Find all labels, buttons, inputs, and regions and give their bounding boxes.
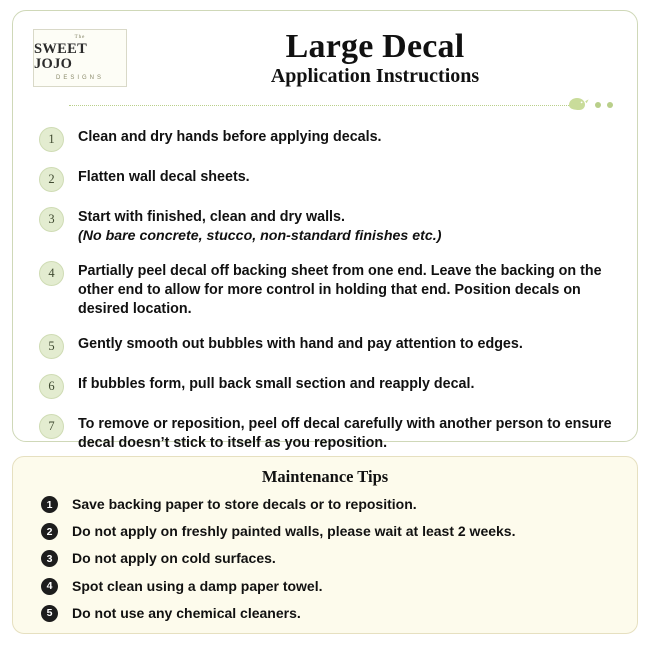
step-main-text: Start with finished, clean and dry walls. [78,208,345,225]
brand-logo [33,29,127,87]
maintenance-number: 1 [41,496,58,513]
bird-icon [567,96,589,112]
step-number: 4 [39,261,64,286]
step-main-text: To remove or reposition, peel off decal carefully with another person to ensure decal doesn’t stick to itself as you reposition. [78,415,612,451]
list-item [41,495,619,513]
maintenance-title: Maintenance Tips [261,467,389,486]
card-header [31,27,619,94]
divider-dot [607,102,613,108]
maintenance-list [31,495,619,622]
step-main-text: If bubbles form, pull back small section and reapply decal. [78,375,475,392]
maintenance-number: 3 [41,550,58,567]
step-main-text: Partially peel decal off backing sheet from one end. Leave the backing on the other end to allow for more control in holding that end. Position decals on desired location. [78,262,602,317]
page-title: Large Decal [285,28,465,65]
list-item [41,549,619,567]
step-main-text: Gently smooth out bubbles with hand and pay attention to edges. [78,335,523,352]
list-item [39,333,617,359]
header-divider [31,96,619,114]
divider-line [69,105,579,106]
maintenance-text: Spot clean using a damp paper towel. [72,577,323,594]
maintenance-text: Do not apply on freshly painted walls, please wait at least 2 weeks. [72,523,516,540]
maintenance-text: Save backing paper to store decals or to reposition. [72,496,417,512]
step-number: 3 [39,207,64,232]
list-item [39,206,617,246]
maintenance-card [12,456,638,634]
step-number: 1 [39,127,64,152]
maintenance-number: 2 [41,523,58,540]
list-item [39,166,617,192]
logo-subname: DESIGNS [55,75,104,82]
maintenance-text: Do not apply on cold surfaces. [72,550,276,567]
step-text [78,166,250,187]
step-number: 5 [39,334,64,359]
step-text [78,333,523,354]
logo-tagline: The [74,35,86,41]
list-item [39,126,617,152]
maintenance-number: 5 [41,605,58,622]
step-text [78,413,617,453]
step-number: 2 [39,167,64,192]
list-item [39,373,617,399]
step-text [78,373,474,394]
divider-dot [595,102,601,108]
step-main-text: Clean and dry hands before applying decals. [78,128,382,145]
list-item [39,260,617,319]
list-item [41,604,619,622]
page-subtitle: Application Instructions [270,64,480,87]
list-item [41,577,619,595]
title-block [141,29,619,88]
step-text [78,126,382,147]
maintenance-text: Do not use any chemical cleaners. [72,604,301,621]
logo-name: SWEET JOJO [34,41,87,72]
step-main-text: Flatten wall decal sheets. [78,168,250,185]
steps-list [31,124,619,453]
instructions-card [12,10,638,451]
step-number: 7 [39,414,64,439]
step-number: 6 [39,374,64,399]
step-text [78,206,441,246]
list-item [39,413,617,453]
step-note: (No bare concrete, stucco, non-standard finishes etc.) [78,227,442,244]
maintenance-number: 4 [41,578,58,595]
list-item [41,522,619,540]
step-text [78,260,617,319]
